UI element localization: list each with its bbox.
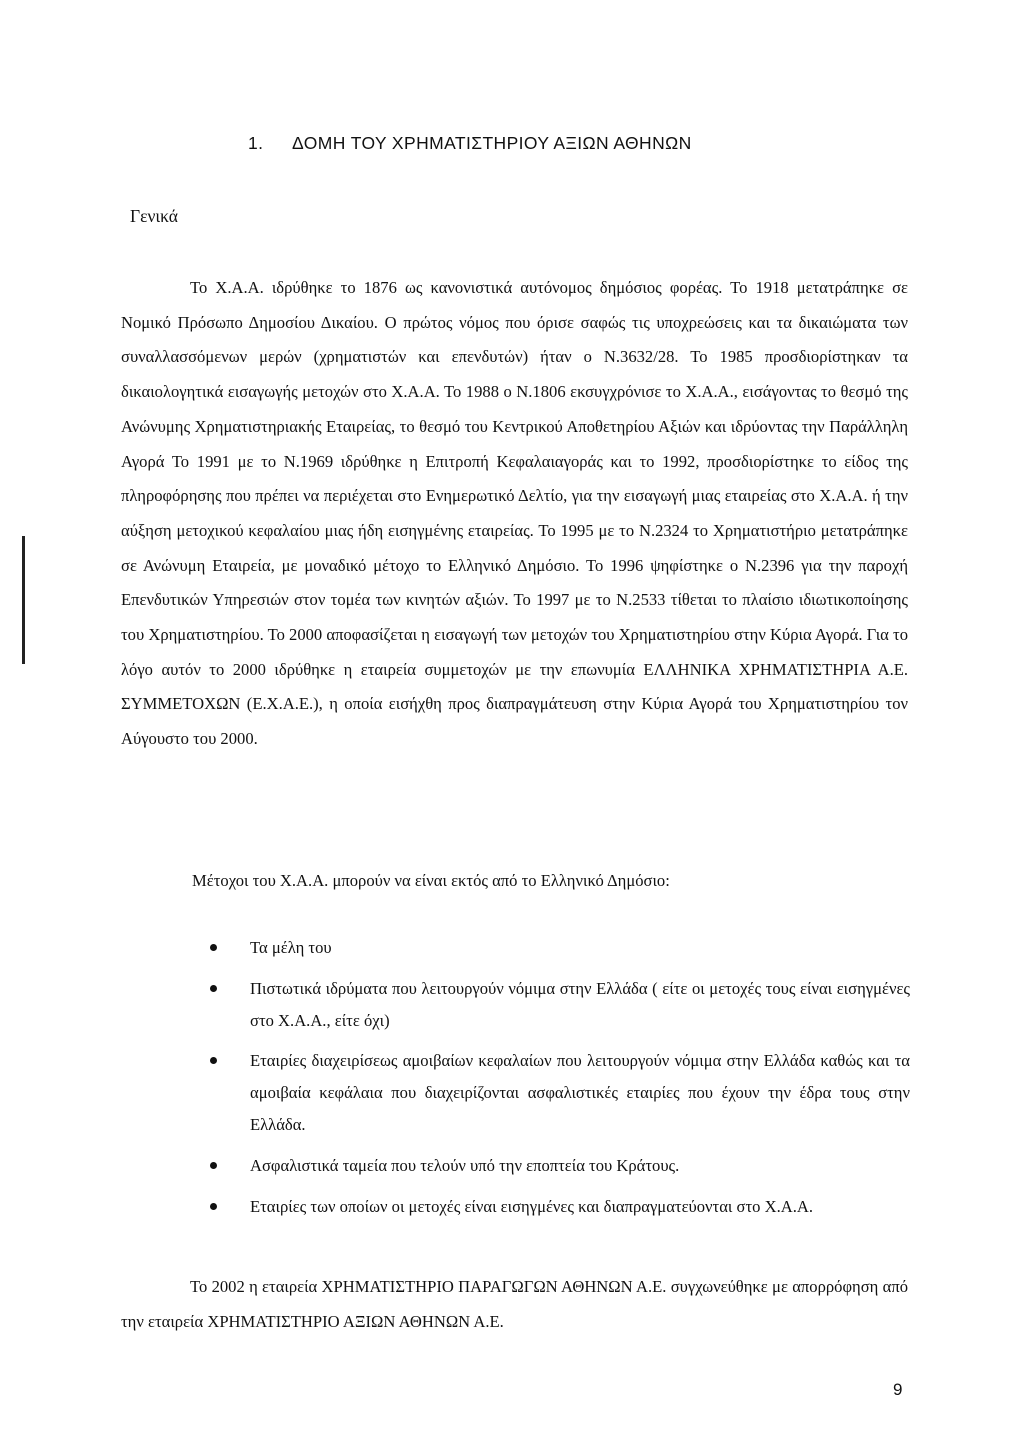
list-item-text: Τα μέλη του (250, 938, 332, 957)
page-number: 9 (893, 1380, 903, 1399)
subheading-general: Γενικά (130, 206, 178, 226)
list-item (210, 1045, 910, 1140)
history-paragraph: Το Χ.Α.Α. ιδρύθηκε το 1876 ως κανονιστικά αυτόνομος δημόσιος φορέας. Το 1918 μετατράπηκε σε Νομικό Πρόσωπο Δημοσίου Δικαίου. Ο πρώτος νόμος που όρισε σαφώς τις υποχρεώσεις και τα δικαιώματα των συναλλασσόμενων μερών (χρηματιστών και επενδυτών) ήταν ο Ν.3632/28. Το 1985 προσδιορίστηκαν τα δικαιολογητικά εισαγωγής μετοχών στο Χ.Α.Α. Το 1988 ο Ν.1806 εκσυγχρόνισε το Χ.Α.Α., εισάγοντας το θεσμό της Ανώνυμης Χρηματιστηριακής Εταιρείας, το θεσμό του Κεντρικού Αποθετηρίου Αξιών και ιδρύοντας την Παράλληλη Αγορά Το 1991 με το Ν.1969 ιδρύθηκε η Επιτροπή Κεφαλαιαγοράς και το 1992, προσδιορίστηκε το είδος της πληροφόρησης που πρέπει να περιέχεται στο Ενημερωτικό Δελτίο, για την εισαγωγή μιας εταιρείας στο Χ.Α.Α. ή την αύξηση μετοχικού κεφαλαίου μιας ήδη εισηγμένης εταιρείας. Το 1995 με το Ν.2324 το Χρηματιστήριο μετατράπηκε σε Ανώνυμη Εταιρεία, με μοναδικό μέτοχο το Ελληνικό Δημόσιο. Το 1996 ψηφίστηκε ο Ν.2396 για την παροχή Επενδυτικών Υπηρεσιών στον τομέα των κινητών αξιών. Το 1997 με το Ν.2533 τίθεται το πλαίσιο ιδιωτικοποίησης του Χρηματιστηρίου. Το 2000 αποφασίζεται η εισαγωγή των μετοχών του Χρηματιστηρίου στην Κύρια Αγορά. Για το λόγο αυτόν το 2000 ιδρύθηκε η εταιρεία συμμετοχών με την επωνυμία ΕΛΛΗΝΙΚΑ ΧΡΗΜΑΤΙΣΤΗΡΙΑ Α.Ε. ΣΥΜΜΕΤΟΧΩΝ (Ε.Χ.Α.Ε.), η οποία εισήχθη προς διαπραγμάτευση στην Κύρια Αγορά του Χρηματιστηρίου τον Αύγουστο του 2000. (121, 278, 908, 749)
section-number: 1. (248, 133, 264, 153)
bullet-icon (210, 985, 217, 992)
margin-change-bar (22, 536, 25, 664)
bullet-icon (210, 944, 217, 951)
list-item-text: Εταιρίες των οποίων οι μετοχές είναι εισηγμένες και διαπραγματεύονται στο Χ.Α.Α. (250, 1196, 813, 1216)
shareholders-intro: Μέτοχοι του Χ.Α.Α. μπορούν να είναι εκτός από το Ελληνικό Δημόσιο: (192, 871, 670, 890)
section-heading (248, 133, 692, 154)
list-item-text: Ασφαλιστικά ταμεία που τελούν υπό την εποπτεία του Κράτους. (250, 1155, 680, 1175)
bullet-icon (210, 1057, 217, 1064)
merger-paragraph: Το 2002 η εταιρεία ΧΡΗΜΑΤΙΣΤΗΡΙΟ ΠΑΡΑΓΩΓΩΝ ΑΘΗΝΩΝ Α.Ε. συγχωνεύθηκε με απορρόφηση από την εταιρεία ΧΡΗΜΑΤΙΣΤΗΡΙΟ ΑΞΙΩΝ ΑΘΗΝΩΝ Α.Ε. (121, 1277, 908, 1331)
bullet-icon (210, 1162, 217, 1169)
shareholders-list (210, 932, 910, 1231)
list-item (210, 973, 910, 1037)
bullet-icon (210, 1203, 217, 1210)
list-item (210, 932, 910, 964)
list-item-text: Πιστωτικά ιδρύματα που λειτουργούν νόμιμα στην Ελλάδα ( είτε οι μετοχές τους είναι εισηγμένες στο Χ.Α.Α., είτε όχι) (250, 978, 910, 1030)
list-item (210, 1150, 910, 1182)
section-title: ΔΟΜΗ ΤΟΥ ΧΡΗΜΑΤΙΣΤΗΡΙΟΥ ΑΞΙΩΝ ΑΘΗΝΩΝ (292, 133, 692, 153)
list-item-text: Εταιρίες διαχειρίσεως αμοιβαίων κεφαλαίων που λειτουργούν νόμιμα στην Ελλάδα καθώς και τα αμοιβαία κεφάλαια που διαχειρίζονται ασφαλιστικές εταιρίες που έχουν την έδρα τους στην Ελλάδα. (250, 1051, 910, 1134)
list-item (210, 1191, 910, 1223)
